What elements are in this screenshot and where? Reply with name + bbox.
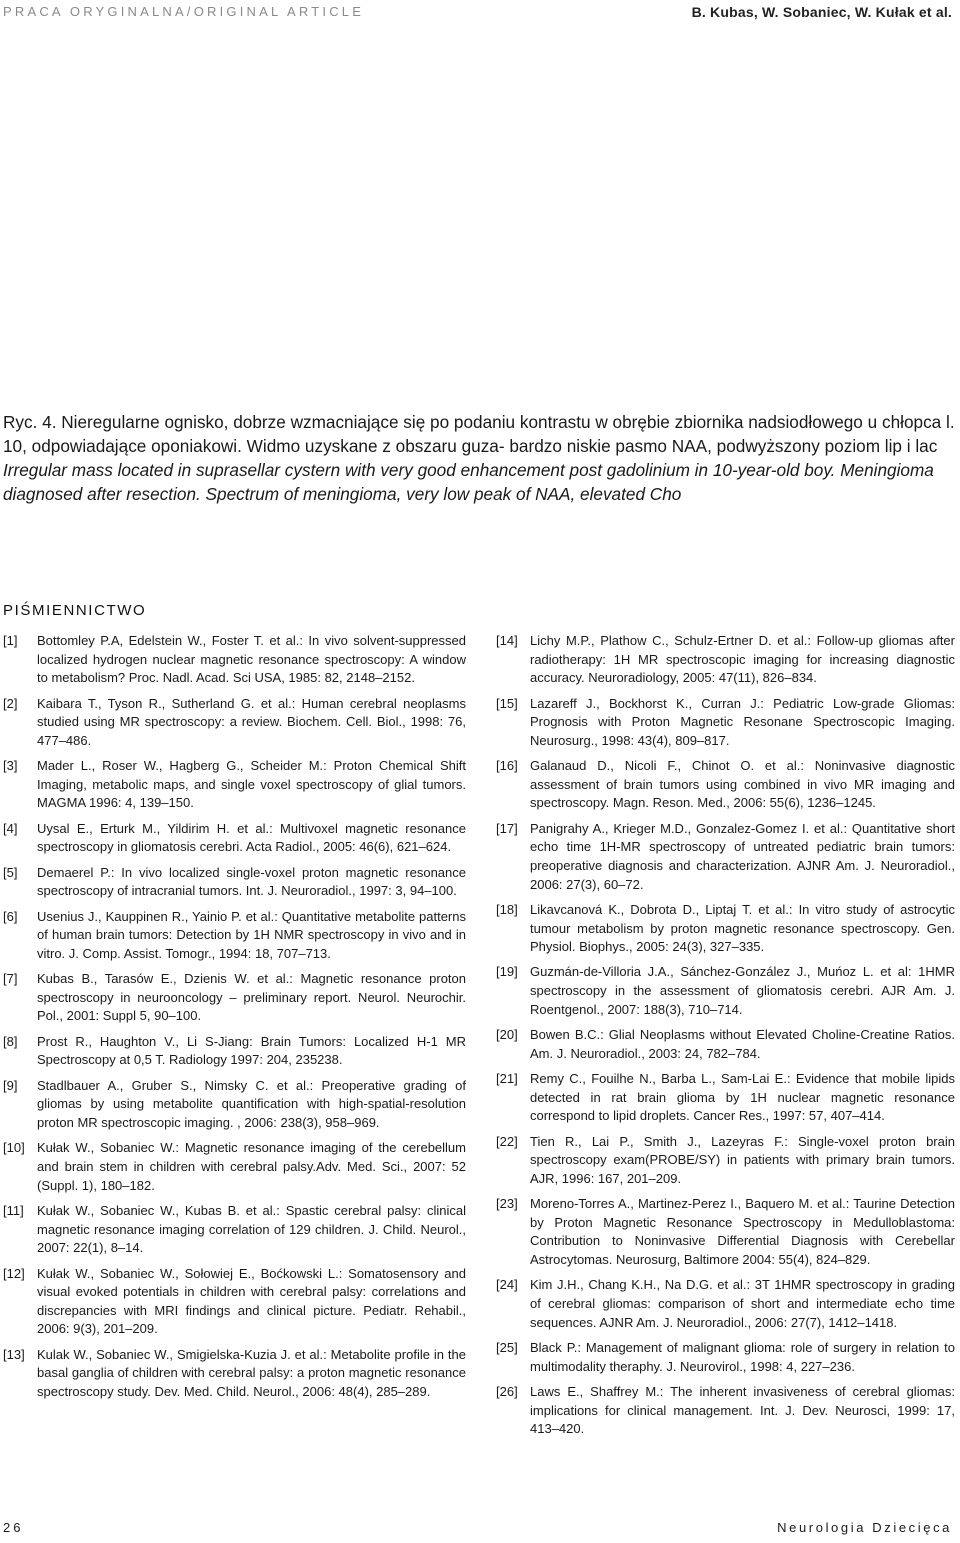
reference-item [3,1139,466,1195]
reference-text: Laws E., Shaffrey M.: The inherent invasiveness of cerebral gliomas: implications for clinical management. Int. J. Dev. Neurosci, 1999: 17, 413–420. [530,1383,955,1437]
reference-number: [15] [496,695,518,711]
reference-item [496,757,955,813]
figure-caption [3,410,955,506]
reference-number: [11] [3,1203,24,1218]
reference-number: [19] [496,964,518,980]
reference-text: Kaibara T., Tyson R., Sutherland G. et al.: Human cerebral neoplasms studied using MR spectroscopy: a review. Biochem. Cell. Biol., 1998: 76, 477–486. [37,695,466,748]
reference-number: [12] [3,1265,25,1281]
reference-number: [10] [3,1140,25,1156]
reference-number: [6] [3,908,18,924]
reference-item [496,695,955,751]
reference-item [3,695,466,751]
reference-item [496,1276,955,1332]
reference-item [496,820,955,894]
reference-item [3,864,466,901]
reference-text: Demaerel P.: In vivo localized single-voxel proton magnetic resonance spectroscopy of intracranial tumors. Int. J. Neuroradiol., 1997: 3, 94–100. [37,864,466,899]
reference-item [3,970,466,1026]
running-authors: B. Kubas, W. Sobaniec, W. Kułak et al. [691,4,952,20]
reference-text: Lazareff J., Bockhorst K., Curran J.: Pediatric Low-grade Gliomas: Prognosis with Proton Magnetic Resonane Spectroscopic Imaging. Neurosurg., 1998: 43(4), 809–817. [530,695,955,748]
caption-english: Irregular mass located in suprasellar cystern with very good enhancement post gadolinium in 10-year-old boy. Meningioma diagnosed after resection. Spectrum of meningioma, very low peak of NAA, elevated Cho [3,460,934,504]
reference-item [496,1133,955,1189]
reference-text: Kułak W., Sobaniec W., Sołowiej E., Boćkowski L.: Somatosensory and visual evoked potentials in children with cerebral palsy: correlations and discrepancies with MRI findings and clinical picture. Pediatr. Rehabil., 2006: 9(3), 201–209. [37,1265,466,1337]
reference-number: [8] [3,1033,18,1049]
reference-item [3,1265,466,1339]
section-label: PRACA ORYGINALNA/ORIGINAL ARTICLE [3,4,365,19]
reference-item [3,1077,466,1133]
reference-item [3,1202,466,1258]
reference-text: Kulak W., Sobaniec W., Smigielska-Kuzia J. et al.: Metabolite profile in the basal ganglia of children with cerebral palsy: a proton magnetic resonance spectroscopy study. Dev. Med. Child. Neurol., 2006: 48(4), 285–289. [37,1346,466,1399]
reference-number: [16] [496,758,518,774]
reference-text: Kułak W., Sobaniec W.: Magnetic resonance imaging of the cerebellum and brain stem in children with cerebral palsy.Adv. Med. Sci., 2007: 52 (Suppl. 1), 180–182. [37,1140,466,1193]
reference-text: Kułak W., Sobaniec W., Kubas B. et al.: Spastic cerebral palsy: clinical magnetic resonance imaging correlation of 129 children. J. Child. Neurol., 2007: 22(1), 8–14. [37,1203,466,1256]
reference-text: Guzmán-de-Villoria J.A., Sánchez-González J., Muńoz L. et al: 1HMR spectroscopy in the assessment of gliomatosis cerebri. AJR Am. J. Roentgenol., 2007: 188(3), 710–714. [530,964,955,1017]
reference-text: Remy C., Fouilhe N., Barba L., Sam-Lai E.: Evidence that mobile lipids detected in rat brain glioma by 1H nuclear magnetic resonance correspond to lipid droplets. Cancer Res., 1997: 57, 407–414. [530,1071,955,1124]
references-column-left [3,632,466,1408]
reference-number: [3] [3,758,18,774]
reference-number: [25] [496,1339,518,1355]
reference-number: [9] [3,1077,18,1093]
reference-item [496,1070,955,1126]
reference-item [3,1346,466,1402]
references-column-right [496,632,955,1446]
reference-text: Likavcanová K., Dobrota D., Liptaj T. et al.: In vitro study of astrocytic tumour metabolism by proton magnetic resonance spectroscopy. Gen. Physiol. Biophys., 2005: 24(3), 327–335. [530,901,955,955]
reference-number: [24] [496,1277,518,1293]
references-title: PIŚMIENNICTWO [3,602,147,619]
reference-number: [26] [496,1383,518,1399]
reference-item [3,757,466,813]
reference-text: Stadlbauer A., Gruber S., Nimsky C. et al.: Preoperative grading of gliomas by using metabolite quantification with high-spatial-resolution proton MR spectroscopic imaging. , 2006: 238(3), 958–969. [37,1077,466,1131]
reference-number: [2] [3,695,18,711]
reference-number: [20] [496,1027,518,1043]
reference-number: [17] [496,820,518,836]
reference-text: Lichy M.P., Plathow C., Schulz-Ertner D. et al.: Follow-up gliomas after radiotherapy: 1H MR spectroscopic imaging for increasing diagnostic accuracy. Neuroradiology, 2005: 47(11), 826–834. [530,633,955,686]
caption-polish: Ryc. 4. Nieregularne ognisko, dobrze wzmacniające się po podaniu kontrastu w obrębie zbiornika nadsiodłowego u chłopca l. 10, odpowiadające oponiakowi. Widmo uzyskane z obszaru guza- bardzo niskie pasmo NAA, podwyższony poziom lip i lac [3,412,955,456]
reference-item [3,632,466,688]
reference-item [3,820,466,857]
reference-number: [5] [3,864,18,880]
reference-item [496,1026,955,1063]
reference-text: Black P.: Management of malignant glioma: role of surgery in relation to multimodality theraphy. J. Neurovirol., 1998: 4, 227–236. [530,1339,955,1374]
reference-number: [18] [496,901,518,917]
reference-text: Galanaud D., Nicoli F., Chinot O. et al.: Noninvasive diagnostic assessment of brain tumors using combined in vivo MR imaging and spectroscopy. Magn. Reson. Med., 2006: 55(6), 1236–1245. [530,758,955,811]
reference-number: [7] [3,971,18,987]
reference-text: Moreno-Torres A., Martinez-Perez I., Baquero M. et al.: Taurine Detection by Proton Magnetic Resonance Spectroscopy in Medulloblastoma: Contribution to Noninvasive Differential Diagnosis with Cerebellar Astrocytomas. Neurosurg, Baltimore 2004: 55(4), 824–829. [530,1196,955,1267]
reference-item [496,632,955,688]
reference-number: [22] [496,1133,518,1149]
reference-item [496,1339,955,1376]
page-number: 26 [3,1520,24,1535]
reference-text: Mader L., Roser W., Hagberg G., Scheider M.: Proton Chemical Shift Imaging, metabolic maps, and single voxel spectroscopy of glial tumors. MAGMA 1996: 4, 139–150. [37,758,466,811]
reference-number: [21] [496,1071,518,1087]
reference-text: Panigrahy A., Krieger M.D., Gonzalez-Gomez I. et al.: Quantitative short echo time 1H-MR spectroscopy of untreated pediatric brain tumors: preoperative diagnosis and characterization. AJNR Am. J. Neuroradiol., 2006: 27(3), 60–72. [530,820,955,892]
reference-item [496,963,955,1019]
reference-text: Uysal E., Erturk M., Yildirim H. et al.: Multivoxel magnetic resonance spectroscopy in gliomatosis cerebri. Acta Radiol., 2005: 46(6), 621–624. [37,820,466,855]
reference-number: [1] [3,633,18,648]
reference-text: Usenius J., Kauppinen R., Yainio P. et al.: Quantitative metabolite patterns of human brain tumors: Detection by 1H NMR spectroscopy in vivo and in vitro. J. Comp. Assist. Tomogr., 1994: 18, 707–713. [37,908,466,961]
reference-number: [23] [496,1196,518,1212]
reference-text: Bottomley P.A, Edelstein W., Foster T. et al.: In vivo solvent-suppressed localized hydrogen nuclear magnetic resonance spectroscopy: A window to metabolism? Proc. Nadl. Acad. Sci USA, 1985: 82, 2148–2152. [37,633,466,686]
reference-text: Bowen B.C.: Glial Neoplasms without Elevated Choline-Creatine Ratios. Am. J. Neuroradiol., 2003: 24, 782–784. [530,1027,955,1061]
reference-item [496,1195,955,1269]
reference-text: Prost R., Haughton V., Li S-Jiang: Brain Tumors: Localized H-1 MR Spectroscopy at 0,5 T. Radiology 1997: 204, 235238. [37,1033,466,1068]
reference-text: Tien R., Lai P., Smith J., Lazeyras F.: Single-voxel proton brain spectroscopy exam(PROBE/SY) in patients with primary brain tumors. AJR, 1996: 167, 201–209. [530,1133,955,1186]
reference-number: [13] [3,1346,25,1362]
reference-item [3,908,466,964]
reference-number: [4] [3,820,18,836]
journal-name: Neurologia Dziecięca [777,1520,952,1535]
reference-text: Kubas B., Tarasów E., Dzienis W. et al.: Magnetic resonance proton spectroscopy in neurooncology – preliminary report. Neurol. Neurochir. Pol., 2001: Suppl 5, 90–100. [37,971,466,1024]
reference-text: Kim J.H., Chang K.H., Na D.G. et al.: 3T 1HMR spectroscopy in grading of cerebral gliomas: comparison of short and intermediate echo time sequences. AJNR Am. J. Neuroradiol., 2006: 27(7), 1412–1418. [530,1277,955,1330]
reference-item [496,1383,955,1439]
reference-number: [14] [496,633,518,648]
reference-item [3,1033,466,1070]
reference-item [496,901,955,957]
